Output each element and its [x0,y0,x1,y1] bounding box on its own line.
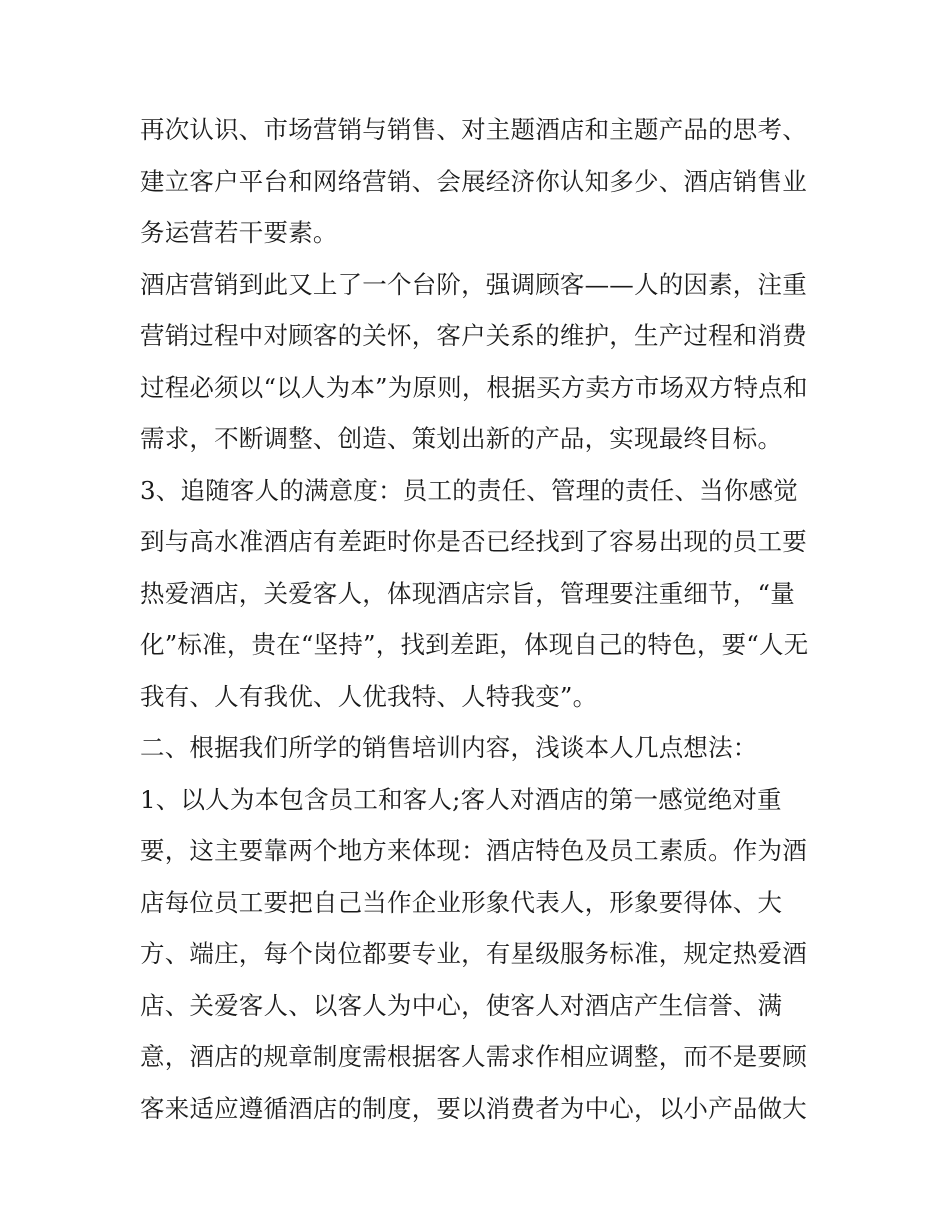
text-line: 酒店营销到此又上了一个台阶，强调顾客——人的因素，注重 [140,269,807,299]
text-line: 到与高水准酒店有差距时你是否已经找到了容易出现的员工要 [140,527,807,556]
text-line: 店每位员工要把自己当作企业形象代表人，形象要得体、大 [140,887,783,917]
text-line: 要，这主要靠两个地方来体现：酒店特色及员工素质。作为酒 [140,836,807,865]
text-line: 客来适应遵循酒店的制度，要以消费者为中心，以小产品做大 [140,1093,807,1123]
text-line: 需求，不断调整、创造、策划出新的产品，实现最终目标。 [140,424,783,453]
text-line: 3、追随客人的满意度：员工的责任、管理的责任、当你感觉 [140,475,798,505]
text-line: 意，酒店的规章制度需根据客人需求作相应调整，而不是要顾 [140,1042,807,1071]
body-text [140,104,820,1134]
text-line: 方、端庄，每个岗位都要专业，有星级服务标准，规定热爱酒 [140,939,807,968]
text-line: 我有、人有我优、人优我特、人特我变”。 [140,681,598,711]
text-line: 1、以人为本包含员工和客人;客人对酒店的第一感觉绝对重 [140,784,782,814]
text-line: 过程必须以“以人为本”为原则，根据买方卖方市场双方特点和 [140,372,808,402]
text-line: 务运营若干要素。 [140,218,338,247]
text-line: 营销过程中对顾客的关怀，客户关系的维护，生产过程和消费 [140,321,807,350]
text-line: 店、关爱客人、以客人为中心，使客人对酒店产生信誉、满 [140,990,783,1020]
text-line: 再次认识、市场营销与销售、对主题酒店和主题产品的思考、 [140,115,807,144]
text-line: 热爱酒店，关爱客人，体现酒店宗旨，管理要注重细节，“量 [140,578,795,608]
text-line: 二、根据我们所学的销售培训内容，浅谈本人几点想法： [140,733,758,762]
text-line: 建立客户平台和网络营销、会展经济你认知多少、酒店销售业 [140,166,807,196]
text-line: 化”标准，贵在“坚持”，找到差距，体现自己的特色，要“人无 [140,630,809,659]
